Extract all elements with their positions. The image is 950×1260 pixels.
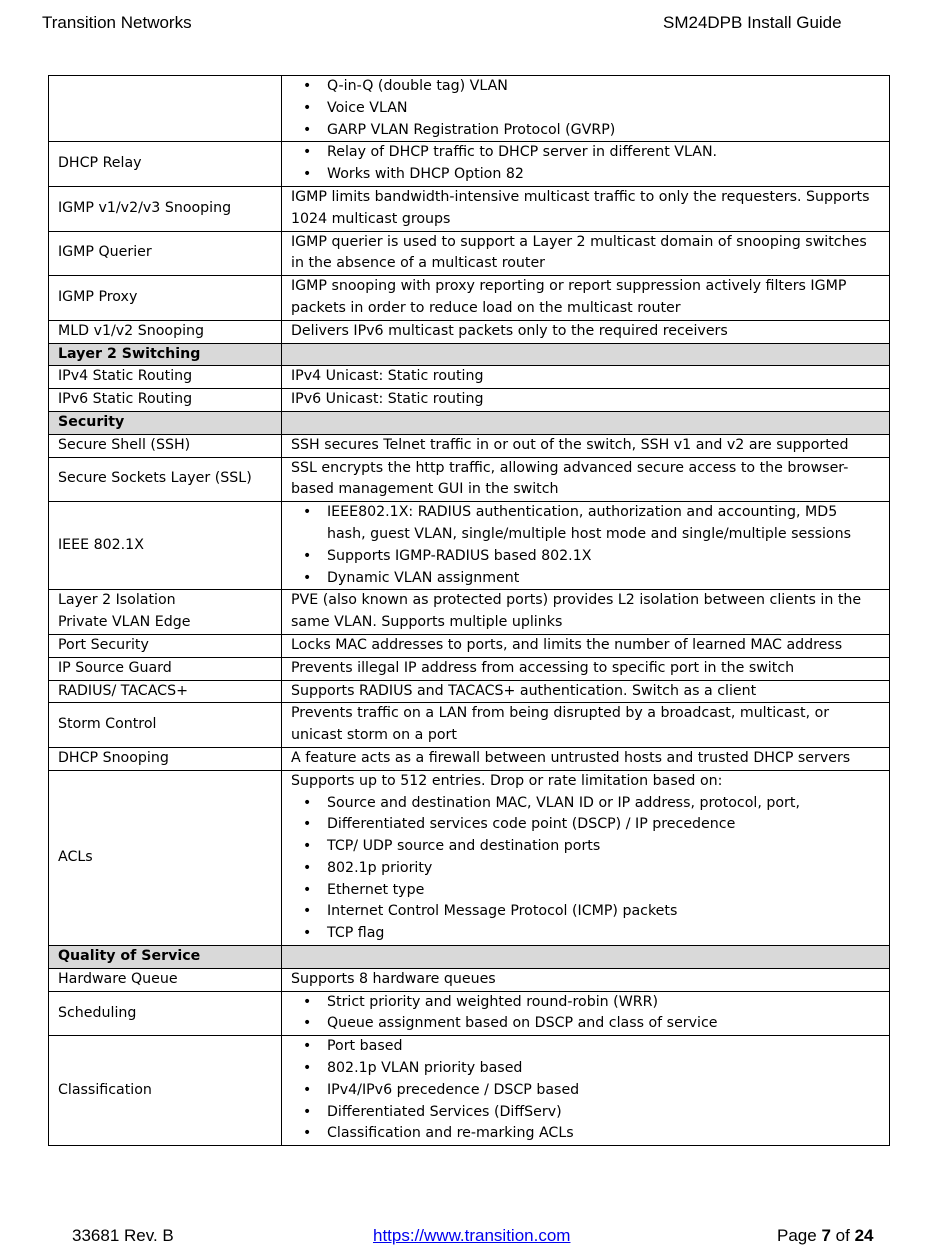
feature-name: DHCP Relay [58, 155, 142, 172]
section-row [49, 411, 890, 434]
feature-name: DHCP Snooping [58, 749, 169, 766]
feature-name: Layer 2 Isolation [58, 592, 176, 609]
feature-desc-cell [282, 590, 890, 635]
feature-table-body [49, 76, 890, 1146]
feature-desc-cell [282, 434, 890, 457]
footer-doc-rev: 33681 Rev. B [72, 1226, 174, 1245]
section-row [49, 343, 890, 366]
bullet-item: • Internet Control Message Protocol (ICMP) packets [327, 901, 880, 923]
feature-name: ACLs [58, 848, 93, 865]
header-company: Transition Networks [42, 13, 192, 32]
feature-desc-cell [282, 968, 890, 991]
bullet-item: • Works with DHCP Option 82 [327, 164, 880, 186]
feature-name: IGMP Proxy [58, 289, 138, 306]
feature-name-cell [49, 389, 282, 412]
feature-desc-cell [282, 366, 890, 389]
bullet-list [291, 793, 880, 946]
table-row [49, 276, 890, 321]
feature-desc-cell [282, 231, 890, 276]
table-row [49, 320, 890, 343]
feature-description: SSH secures Telnet traffic in or out of the switch, SSH v1 and v2 are supported [291, 436, 849, 453]
feature-name: Secure Shell (SSH) [58, 436, 191, 453]
feature-name: Hardware Queue [58, 970, 178, 987]
feature-name-cell [49, 320, 282, 343]
bullet-item: • Relay of DHCP traffic to DHCP server in different VLAN. [327, 142, 880, 164]
bullet-item: • 802.1p priority [327, 858, 880, 880]
feature-desc-cell [282, 276, 890, 321]
feature-desc-cell [282, 457, 890, 502]
feature-desc-cell [282, 703, 890, 748]
feature-description: Supports 8 hardware queues [291, 970, 496, 987]
table-row [49, 1036, 890, 1146]
bullet-item: • Q-in-Q (double tag) VLAN [327, 76, 880, 98]
bullet-item: • Differentiated services code point (DSCP) / IP precedence [327, 814, 880, 836]
feature-name-cell [49, 968, 282, 991]
feature-name: IP Source Guard [58, 659, 172, 676]
feature-description: PVE (also known as protected ports) provides L2 isolation between clients in the same VLAN. Supports multiple uplinks [291, 592, 862, 631]
feature-name-cell [49, 231, 282, 276]
feature-name-cell [49, 946, 282, 969]
bullet-item: • Classification and re-marking ACLs [327, 1123, 880, 1145]
feature-name: IPv4 Static Routing [58, 368, 193, 385]
feature-name-cell [49, 590, 282, 635]
feature-table [48, 75, 890, 1146]
feature-name: RADIUS/ TACACS+ [58, 682, 188, 699]
bullet-item: • Voice VLAN [327, 98, 880, 120]
feature-description: IGMP limits bandwidth-intensive multicast traffic to only the requesters. Supports 1024 multicast groups [291, 188, 870, 227]
page-total: 24 [854, 1226, 874, 1245]
feature-description: IGMP snooping with proxy reporting or report suppression actively filters IGMP packets in order to reduce load on the multicast router [291, 278, 847, 316]
table-row [49, 657, 890, 680]
feature-name-cell [49, 142, 282, 187]
feature-desc-cell [282, 411, 890, 434]
feature-name: Port Security [58, 636, 149, 653]
table-row [49, 434, 890, 457]
feature-desc-cell [282, 991, 890, 1036]
table-row [49, 76, 890, 142]
bullet-item: • Ethernet type [327, 880, 880, 902]
feature-desc-cell [282, 657, 890, 680]
header-doc-title: SM24DPB Install Guide [663, 13, 842, 32]
feature-description: SSL encrypts the http traffic, allowing advanced secure access to the browser-based management GUI in the switch [291, 459, 849, 498]
bullet-item: • Queue assignment based on DSCP and class of service [327, 1013, 880, 1035]
feature-description: Prevents traffic on a LAN from being disrupted by a broadcast, multicast, or unicast storm on a port [291, 705, 830, 744]
feature-description: Supports up to 512 entries. Drop or rate limitation based on: [291, 772, 723, 789]
feature-name-cell [49, 1036, 282, 1146]
table-row [49, 968, 890, 991]
bullet-list [291, 1036, 880, 1145]
footer-page-number [777, 1226, 873, 1246]
feature-desc-cell [282, 502, 890, 590]
feature-description: Locks MAC addresses to ports, and limits the number of learned MAC address [291, 636, 843, 653]
table-row [49, 770, 890, 945]
section-title: Security [58, 413, 125, 430]
section-row [49, 946, 890, 969]
feature-name-cell [49, 502, 282, 590]
feature-name: Scheduling [58, 1004, 137, 1021]
bullet-item: • Differentiated Services (DiffServ) [327, 1102, 880, 1124]
feature-desc-cell [282, 142, 890, 187]
table-row [49, 590, 890, 635]
feature-name-cell [49, 634, 282, 657]
bullet-item: • Source and destination MAC, VLAN ID or IP address, protocol, port, [327, 793, 880, 815]
page-current: 7 [821, 1226, 831, 1245]
feature-description: IPv6 Unicast: Static routing [291, 391, 484, 408]
table-row [49, 747, 890, 770]
bullet-item: • Port based [327, 1036, 880, 1058]
feature-name: Classification [58, 1081, 152, 1098]
table-row [49, 502, 890, 590]
feature-description: A feature acts as a firewall between untrusted hosts and trusted DHCP servers [291, 749, 851, 766]
bullet-item: • GARP VLAN Registration Protocol (GVRP) [327, 120, 880, 142]
bullet-item: • Supports IGMP-RADIUS based 802.1X [327, 546, 880, 568]
feature-name: IPv6 Static Routing [58, 391, 193, 408]
feature-desc-cell [282, 770, 890, 945]
page-word: Page [777, 1226, 817, 1245]
bullet-list [291, 142, 880, 186]
bullet-list [291, 502, 880, 589]
footer-website-link[interactable]: https://www.transition.com [373, 1226, 571, 1245]
feature-name: IEEE 802.1X [58, 536, 144, 553]
feature-description: IPv4 Unicast: Static routing [291, 368, 484, 385]
table-row [49, 457, 890, 502]
feature-desc-cell [282, 343, 890, 366]
table-row [49, 231, 890, 276]
section-title: Quality of Service [58, 948, 201, 965]
feature-name-cell [49, 770, 282, 945]
feature-name-cell [49, 186, 282, 231]
bullet-item: • IPv4/IPv6 precedence / DSCP based [327, 1080, 880, 1102]
feature-desc-cell [282, 680, 890, 703]
table-row [49, 389, 890, 412]
feature-desc-cell [282, 76, 890, 142]
bullet-item: • TCP/ UDP source and destination ports [327, 836, 880, 858]
table-row [49, 366, 890, 389]
table-row [49, 186, 890, 231]
feature-name-cell [49, 457, 282, 502]
bullet-item: • 802.1p VLAN priority based [327, 1058, 880, 1080]
feature-name: IGMP Querier [58, 244, 152, 261]
feature-name-cell [49, 703, 282, 748]
feature-desc-cell [282, 186, 890, 231]
feature-name-cell [49, 411, 282, 434]
bullet-list [291, 992, 880, 1036]
feature-name: MLD v1/v2 Snooping [58, 322, 205, 339]
feature-name-cell [49, 276, 282, 321]
feature-name-cell [49, 747, 282, 770]
feature-description: Supports RADIUS and TACACS+ authentication. Switch as a client [291, 682, 757, 699]
feature-name: Storm Control [58, 716, 157, 733]
feature-desc-cell [282, 389, 890, 412]
bullet-item: • IEEE802.1X: RADIUS authentication, authorization and accounting, MD5 hash, guest VLAN, single/multiple host mode and single/multiple sessions [327, 502, 880, 546]
table-row [49, 634, 890, 657]
feature-name-line2: Private VLAN Edge [58, 614, 191, 631]
section-title: Layer 2 Switching [58, 345, 201, 362]
table-row [49, 991, 890, 1036]
table-row [49, 703, 890, 748]
bullet-item: • Dynamic VLAN assignment [327, 568, 880, 590]
feature-desc-cell [282, 320, 890, 343]
feature-name-cell [49, 991, 282, 1036]
feature-desc-cell [282, 1036, 890, 1146]
feature-name-cell [49, 366, 282, 389]
feature-desc-cell [282, 747, 890, 770]
feature-name-cell [49, 434, 282, 457]
feature-name-cell [49, 343, 282, 366]
feature-desc-cell [282, 946, 890, 969]
feature-name: IGMP v1/v2/v3 Snooping [58, 199, 232, 216]
feature-description: Delivers IPv6 multicast packets only to the required receivers [291, 322, 728, 339]
feature-name-cell [49, 657, 282, 680]
feature-name-cell [49, 680, 282, 703]
bullet-item: • TCP flag [327, 923, 880, 945]
bullet-item: • Strict priority and weighted round-robin (WRR) [327, 992, 880, 1014]
feature-description: IGMP querier is used to support a Layer 2 multicast domain of snooping switches in the absence of a multicast router [291, 233, 867, 272]
of-word: of [835, 1226, 850, 1245]
feature-description: Prevents illegal IP address from accessing to specific port in the switch [291, 659, 795, 676]
feature-name-cell [49, 76, 282, 142]
feature-name: Secure Sockets Layer (SSL) [58, 470, 252, 487]
feature-desc-cell [282, 634, 890, 657]
table-row [49, 680, 890, 703]
table-row [49, 142, 890, 187]
bullet-list [291, 76, 880, 141]
